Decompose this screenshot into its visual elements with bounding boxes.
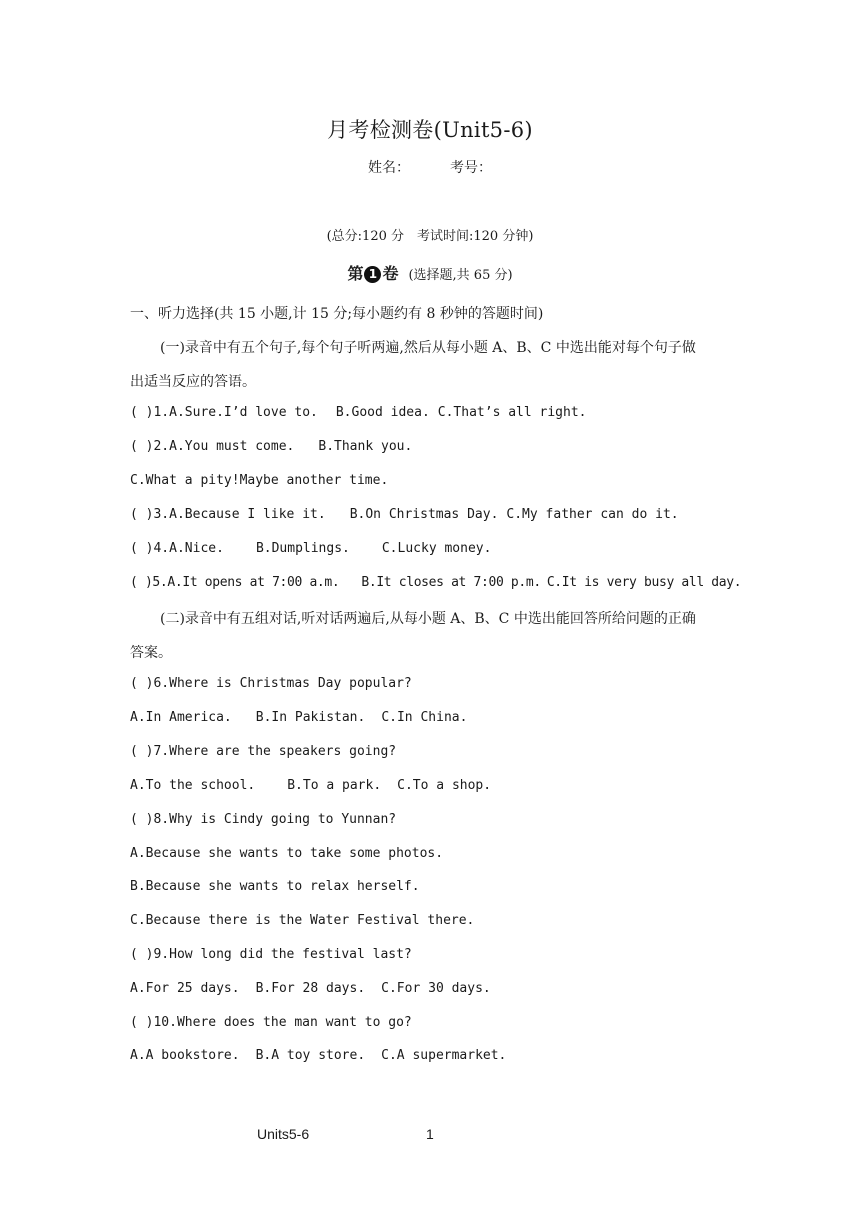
question-1 bbox=[130, 405, 587, 420]
question-8-option-b: B.Because she wants to relax herself. bbox=[130, 879, 420, 894]
name-label: 姓名： bbox=[368, 160, 410, 176]
option-c: C.In China. bbox=[381, 710, 468, 725]
question-8-option-c: C.Because there is the Water Festival there. bbox=[130, 913, 475, 928]
score-info: (总分:120 分 考试时间:120 分钟) bbox=[326, 229, 534, 244]
option-a: A.To the school. bbox=[130, 778, 256, 793]
question-6-stem: ( )6.Where is Christmas Day popular? bbox=[130, 676, 412, 691]
question-9-stem: ( )9.How long did the festival last? bbox=[130, 947, 412, 962]
part-note: (选择题,共 65 分) bbox=[408, 268, 513, 283]
option-b: B.Dumplings. bbox=[255, 541, 350, 556]
option-b: B.In Pakistan. bbox=[255, 710, 366, 725]
option-c: C.For 30 days. bbox=[381, 981, 491, 996]
question-2 bbox=[130, 439, 412, 454]
part-one-heading bbox=[0, 261, 860, 284]
option-a: A.Sure.I’d love to. bbox=[169, 405, 318, 420]
part-suffix: 卷 bbox=[382, 264, 399, 283]
question-5 bbox=[130, 575, 741, 590]
part-numeral-badge: 1 bbox=[364, 266, 381, 283]
question-stem: ( )1. bbox=[130, 405, 170, 420]
student-info bbox=[0, 157, 860, 177]
option-c: C.A supermarket. bbox=[381, 1048, 507, 1063]
option-b: B.For 28 days. bbox=[255, 981, 366, 996]
question-stem: ( )2. bbox=[130, 439, 170, 454]
option-b: B.A toy store. bbox=[255, 1048, 366, 1063]
option-a: A.In America. bbox=[130, 710, 232, 725]
sub-instruction-1-cont: 出适当反应的答语。 bbox=[130, 374, 256, 390]
option-b: B.To a park. bbox=[287, 778, 382, 793]
question-9-options bbox=[130, 981, 491, 996]
sub-instruction-2: (二)录音中有五组对话,听对话两遍后,从每小题 A、B、C 中选出能回答所给问题的正确 bbox=[160, 611, 696, 627]
exam-number-label: 考号： bbox=[450, 160, 492, 176]
question-stem: ( )4. bbox=[130, 541, 170, 556]
question-10-options bbox=[130, 1048, 506, 1063]
option-b: B.On Christmas Day. bbox=[349, 507, 499, 522]
option-a: A.Nice. bbox=[169, 541, 224, 556]
page-title: 月考检测卷(Unit5-6) bbox=[327, 118, 533, 142]
option-c: C.It is very busy all day. bbox=[546, 575, 742, 590]
question-4 bbox=[130, 541, 491, 556]
option-c: C.To a shop. bbox=[397, 778, 492, 793]
question-7-stem: ( )7.Where are the speakers going? bbox=[130, 744, 397, 759]
option-b: B.Thank you. bbox=[318, 439, 413, 454]
option-a: A.For 25 days. bbox=[130, 981, 240, 996]
question-2-option-c: C.What a pity!Maybe another time. bbox=[130, 473, 389, 488]
question-6-options bbox=[130, 710, 467, 725]
question-3 bbox=[130, 507, 679, 522]
sub-instruction-1: (一)录音中有五个句子,每个句子听两遍,然后从每小题 A、B、C 中选出能对每个句子做 bbox=[160, 340, 696, 356]
question-stem: ( )5. bbox=[130, 575, 168, 590]
question-8-stem: ( )8.Why is Cindy going to Yunnan? bbox=[130, 812, 397, 827]
option-c: C.Lucky money. bbox=[381, 541, 492, 556]
question-7-options bbox=[130, 778, 491, 793]
part-prefix: 第 bbox=[347, 264, 364, 283]
footer-label: Units5-6 bbox=[257, 1126, 310, 1142]
page-number: 1 bbox=[426, 1126, 434, 1142]
option-c: C.My father can do it. bbox=[506, 507, 679, 522]
option-b: B.It closes at 7:00 p.m. bbox=[361, 575, 541, 590]
question-stem: ( )3. bbox=[130, 507, 170, 522]
option-b: B.Good idea. bbox=[335, 405, 430, 420]
sub-instruction-2-cont: 答案。 bbox=[130, 645, 172, 661]
option-a: A.You must come. bbox=[169, 439, 295, 454]
section-heading: 一、听力选择(共 15 小题,计 15 分;每小题约有 8 秒钟的答题时间) bbox=[130, 306, 544, 322]
question-8-option-a: A.Because she wants to take some photos. bbox=[130, 846, 444, 861]
option-a: A.It opens at 7:00 a.m. bbox=[167, 575, 340, 590]
option-c: C.That’s all right. bbox=[437, 405, 587, 420]
question-10-stem: ( )10.Where does the man want to go? bbox=[130, 1015, 412, 1030]
option-a: A.Because I like it. bbox=[169, 507, 326, 522]
option-a: A.A bookstore. bbox=[130, 1048, 240, 1063]
